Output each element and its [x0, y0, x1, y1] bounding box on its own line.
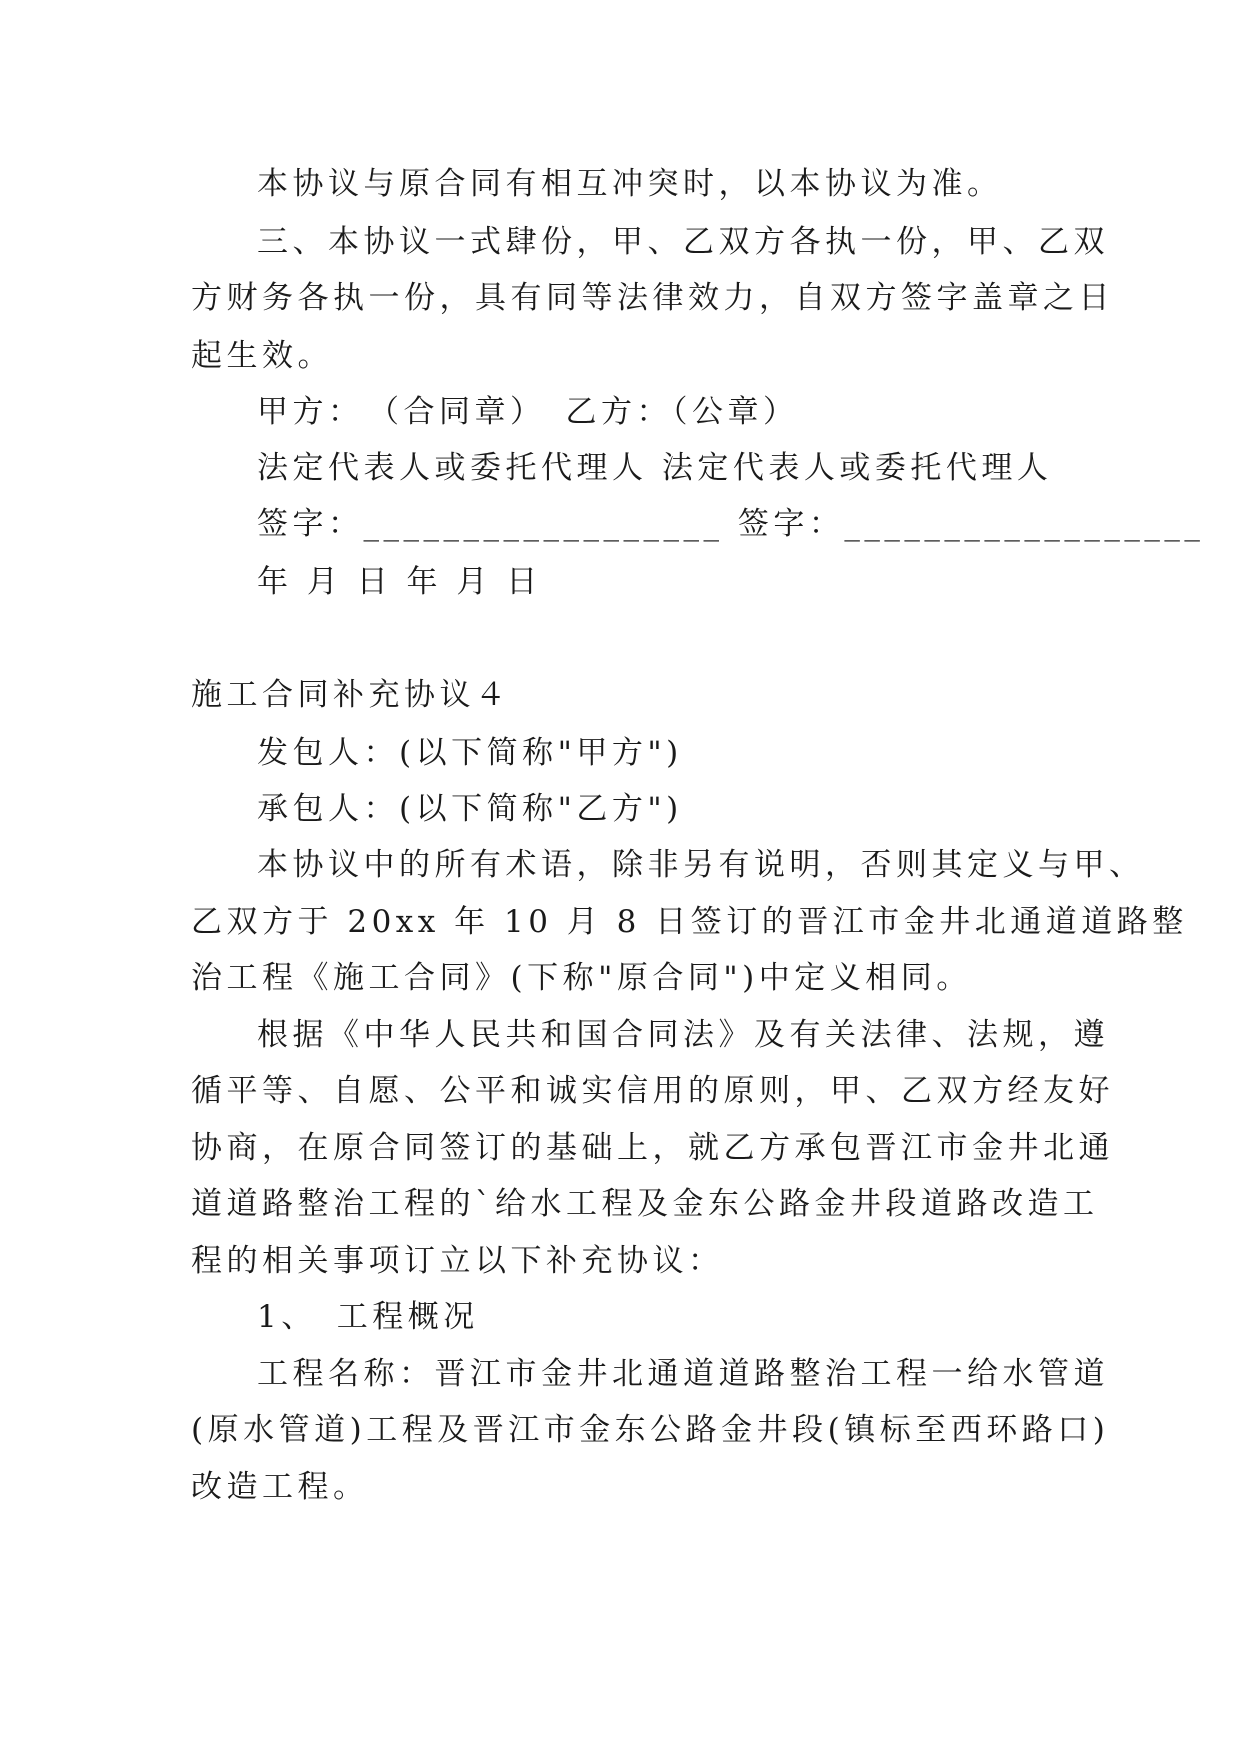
paragraph-line: 治工程《施工合同》(下称"原合同")中定义相同。 [191, 960, 972, 996]
subsection-heading: 1、 工程概况 [257, 1299, 479, 1335]
paragraph-line: 三、本协议一式肆份，甲、乙双方各执一份，甲、乙双 [257, 224, 1109, 260]
signature-party-line: 甲方： （合同章） 乙方：（公章） [257, 394, 799, 430]
paragraph-line: 协商，在原合同签订的基础上，就乙方承包晋江市金井北通 [191, 1130, 1114, 1166]
paragraph-line: 本协议与原合同有相互冲突时，以本协议为准。 [257, 166, 1003, 202]
paragraph-line: 根据《中华人民共和国合同法》及有关法律、法规，遵 [257, 1017, 1109, 1053]
signature-line: 签字：__________________ 签字：__________________ [257, 506, 1205, 542]
employer-line: 发包人：(以下简称"甲方") [257, 735, 683, 771]
paragraph-line: (原水管道)工程及晋江市金东公路金井段(镇标至西环路口) [191, 1412, 1110, 1448]
paragraph-line: 起生效。 [191, 338, 333, 374]
date-line: 年 月 日 年 月 日 [257, 564, 542, 600]
paragraph-line: 方财务各执一份，具有同等法律效力，自双方签字盖章之日 [191, 280, 1114, 316]
section-title: 施工合同补充协议４ [191, 677, 511, 713]
paragraph-line: 工程名称：晋江市金井北通道道路整治工程一给水管道 [257, 1356, 1109, 1392]
paragraph-line: 乙双方于 20xx 年 10 月 8 日签订的晋江市金井北通道道路整 [191, 904, 1188, 940]
paragraph-line: 道道路整治工程的`给水工程及金东公路金井段道路改造工 [191, 1186, 1099, 1222]
paragraph-line: 改造工程。 [191, 1469, 369, 1505]
paragraph-line: 循平等、自愿、公平和诚实信用的原则，甲、乙双方经友好 [191, 1073, 1114, 1109]
paragraph-line: 本协议中的所有术语，除非另有说明，否则其定义与甲、 [257, 847, 1145, 883]
contractor-line: 承包人：(以下简称"乙方") [257, 791, 683, 827]
paragraph-line: 程的相关事项订立以下补充协议： [191, 1243, 724, 1279]
representative-line: 法定代表人或委托代理人 法定代表人或委托代理人 [257, 450, 1053, 486]
